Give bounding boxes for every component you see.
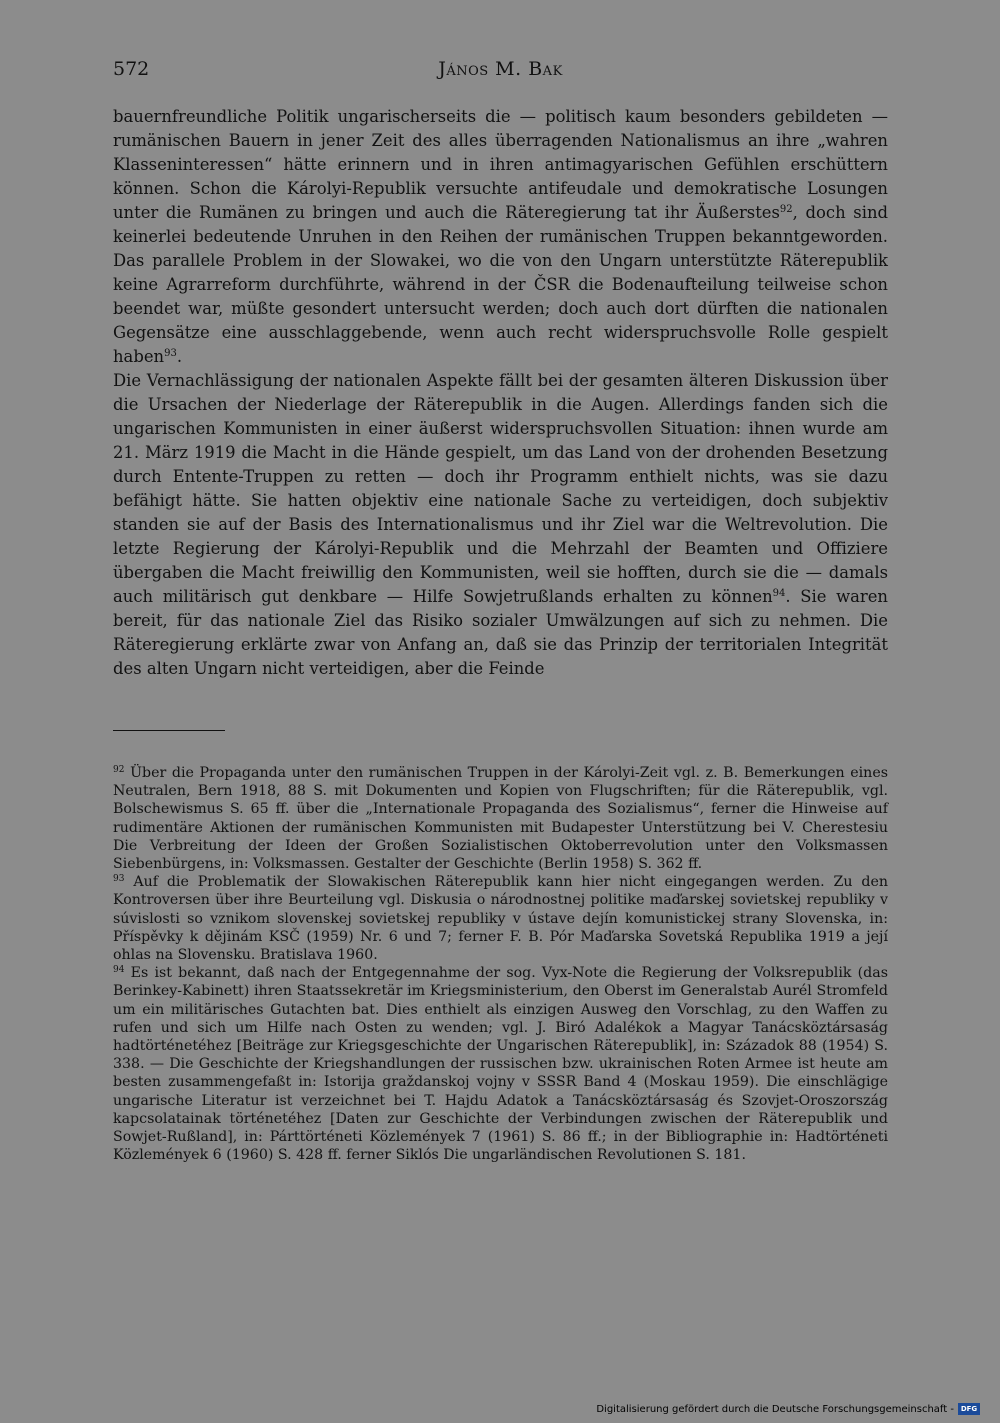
footnote-number: 92: [113, 765, 125, 775]
paragraph-2-text-b: . Sie waren bereit, für das nationale Ziel das Risiko sozialer Umwälzungen auf sich zu nehmen. Die Räteregierung erklärte zwar von Anfang an, daß sie das Prinzip der territorialen Integrität des alten Ungarn nicht verteidigen, aber die Feinde: [113, 587, 888, 678]
paragraph-2-text-a: Die Vernachlässigung der nationalen Aspekte fällt bei der gesamten älteren Diskussion über die Ursachen der Niederlage der Räterepublik in die Augen. Allerdings fanden sich die ungarischen Kommunisten in einer äußerst widerspruchsvollen Situation: ihnen wurde am 21. März 1919 die Macht in die Hände gespielt, um das Land von der drohenden Besetzung durch Entente-Truppen zu retten — doch ihr Programm enthielt nichts, was sie dazu befähigt hätte. Sie hatten objektiv eine nationale Sache zu verteidigen, doch subjektiv standen sie auf der Basis des Internationalismus und ihr Ziel war die Weltrevolution. Die letzte Regierung der Károlyi-Republik und die Mehrzahl der Beamten und Offiziere übergaben die Macht freiwillig den Kommunisten, weil sie hofften, durch sie die — damals auch militärisch gut denkbare — Hilfe Sowjetrußlands erhalten zu können: [113, 371, 888, 606]
footnote-text: Auf die Problematik der Slowakischen Räterepublik kann hier nicht eingegangen werden. Zu den Kontroversen über ihre Beurteilung vgl. Diskusia o národnostnej politike maďarskej sovietskej republiky v súvislosti so vznikom slovenskej sovietskej republiky v ústave dejín komunistickej strany Slovenska, in: Příspěvky k dějinám KSČ (1959) Nr. 6 und 7; ferner F. B. Pór Maďarska Sovetská Republika 1919 a její ohlas na Slovensku. Bratislava 1960.: [113, 874, 888, 964]
footnote-ref-94[interactable]: 94: [772, 588, 786, 599]
footnote-94: [113, 964, 888, 1164]
footnote-text: Es ist bekannt, daß nach der Entgegennahme der sog. Vyx-Note die Regierung der Volksrepublik (das Berinkey-Kabinett) ihren Staatssekretär im Kriegsministerium, den Oberst im Generalstab Aurél Stromfeld um ein militärisches Gutachten bat. Dies enthielt als einzigen Ausweg den Vorschlag, zu den Waffen zu rufen und sich um Hilfe nach Osten zu wenden; vgl. J. Biró Adalékok a Magyar Tanácsköztársaság hadtörténetéhez [Beiträge zur Kriegsgeschichte der Ungarischen Räterepublik], in: Századok 88 (1954) S. 338. — Die Geschichte der Kriegshandlungen der russischen bzw. ukrainischen Roten Armee ist heute am besten zusammengefaßt in: Istorija graždanskoj vojny v SSSR Band 4 (Moskau 1959). Die einschlägige ungarische Literatur ist verzeichnet bei T. Hajdu Adatok a Tanácsköztársaság és Szovjet-Oroszország kapcsolatainak történetéhez [Daten zur Geschichte der Verbindungen zwischen der Räterepublik und Sowjet-Rußland], in: Párttörténeti Közlemények 7 (1961) S. 86 ff.; in der Bibliographie in: Hadtörténeti Közlemények 6 (1960) S. 428 ff. ferner Siklós Die ungarländischen Revolutionen S. 181.: [113, 965, 889, 1164]
footnote-92: [113, 764, 888, 873]
paragraph-1-text-c: .: [176, 347, 183, 366]
paragraph-1-text-b: , doch sind keinerlei bedeutende Unruhen in den Reihen der rumänischen Truppen bekanntgeworden. Das parallele Problem in der Slowakei, wo die von den Ungarn unterstützte Räterepublik keine Agrarreform durchführte, während in der ČSR die Bodenaufteilung teilweise schon beendet war, müßte gesondert untersucht werden; doch auch dort dürften die nationalen Gegensätze eine ausschlaggebende, wenn auch recht widerspruchsvolle Rolle gespielt haben: [113, 203, 888, 366]
footnote-text: Über die Propaganda unter den rumänischen Truppen in der Károlyi-Zeit vgl. z. B. Bemerkungen eines Neutralen, Bern 1918, 88 S. mit Dokumenten und Kopien von Flugschriften; für die Räterepublik, vgl. Bolschewismus S. 65 ff. über die „Internationale Propaganda des Sozialismus“, ferner die Hinweise auf rudimentäre Aktionen der rumänischen Kommunisten mit Budapester Unterstützung bei V. Cherestesiu Die Verbreitung der Ideen der Großen Sozialistischen Oktoberrevolution unter den Volksmassen Siebenbürgens, in: Volksmassen. Gestalter der Geschichte (Berlin 1958) S. 362 ff.: [113, 765, 888, 873]
credit-text: Digitalisierung gefördert durch die Deutsche Forschungsgemeinschaft -: [596, 1403, 954, 1415]
footnote-ref-92[interactable]: 92: [779, 204, 793, 215]
digitization-credit: [596, 1403, 980, 1415]
footnotes: [113, 764, 888, 1164]
body-text: [113, 105, 888, 681]
running-head: János M. Bak: [438, 58, 563, 80]
footnote-93: [113, 873, 888, 964]
footnote-separator: [113, 730, 225, 731]
paragraph-1: [113, 105, 888, 369]
page-header: [113, 58, 888, 88]
paragraph-2: [113, 369, 888, 681]
footnote-ref-93[interactable]: 93: [164, 348, 177, 359]
dfg-logo-icon[interactable]: DFG: [958, 1403, 980, 1415]
footnote-number: 94: [113, 965, 125, 976]
page-number: 572: [113, 58, 150, 80]
paragraph-1-text-a: bauernfreundliche Politik ungarischerseits die — politisch kaum besonders gebildeten — rumänischen Bauern in jener Zeit des alles überragenden Nationalismus an ihre „wahren Klasseninteressen“ hätte erinnern und in ihren antimagyarischen Gefühlen erschüttern können. Schon die Károlyi-Republik versuchte antifeudale und demokratische Losungen unter die Rumänen zu bringen und auch die Räteregierung tat ihr Äußerstes: [113, 107, 888, 222]
footnote-number: 93: [113, 874, 125, 885]
